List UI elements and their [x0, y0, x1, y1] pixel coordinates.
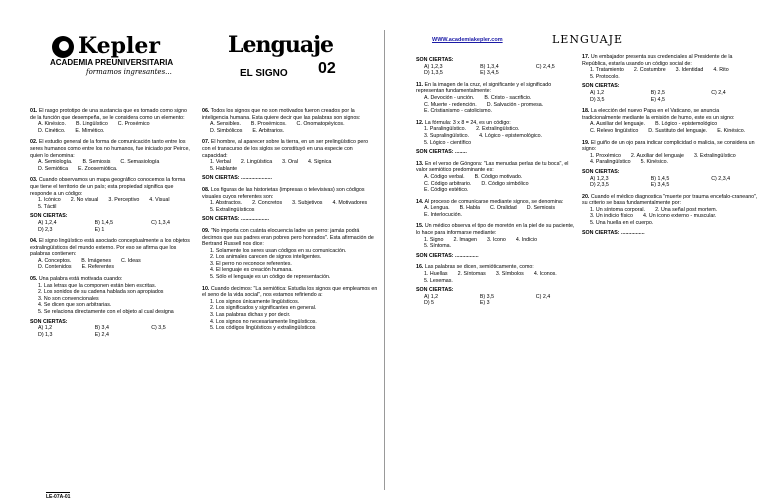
- list-number: 3.: [210, 260, 216, 267]
- question-statement: Los figuras de las historietas (impresas o televisivas) son códigos visuales cuyos referentes son:: [202, 186, 365, 200]
- option-item: 1. Signo: [424, 236, 444, 243]
- list-text: El lenguaje es creación humana.: [215, 267, 293, 274]
- question-item: [202, 108, 378, 134]
- question-item: [30, 238, 194, 271]
- question-statement: La elección del nuevo Papa en el Vaticano, se anuncia tradicionalmente mediante la emisión de humo, este es un signo:: [582, 108, 735, 121]
- list-text: Sólo el lenguaje es un código de representación.: [215, 274, 331, 281]
- list-number: 1.: [210, 247, 216, 254]
- question-number: 16.: [416, 264, 424, 271]
- option-item: 3. Subjetivos: [292, 200, 323, 207]
- question-text: [416, 199, 578, 206]
- question-item: [416, 199, 578, 219]
- answer-option: B) 3,4: [94, 325, 109, 332]
- question-text: [30, 108, 194, 121]
- option-item: 1. Tratamiento: [590, 67, 624, 74]
- option-item: 3. Oral: [282, 159, 299, 166]
- answer-option: E) 2,4: [94, 331, 109, 338]
- question-number: 03.: [30, 177, 38, 184]
- option-item: E. Arbitrarios.: [252, 127, 285, 134]
- list-item: [210, 248, 378, 255]
- list-item: [210, 274, 378, 281]
- list-text: Los signos únicamente lingüísticos.: [215, 298, 300, 305]
- option-item: C. Semasiología: [120, 159, 160, 166]
- option-item: 5. Lexemas.: [424, 277, 453, 284]
- list-text: El perro no reconoce referentes.: [215, 260, 292, 267]
- answer-option: C) 2,3,4: [711, 175, 731, 182]
- question-item: [416, 82, 578, 115]
- option-item: 2. Lingüística: [240, 159, 273, 166]
- question-text: [202, 108, 378, 121]
- question-statement: En la imagen de la cruz, el significante y el significado representan fundamentalmente:: [416, 81, 552, 95]
- page-title: Lenguaje: [228, 32, 334, 58]
- answer-option: D) 1,3,5: [424, 70, 443, 77]
- option-item: D. Semiótica: [38, 165, 69, 172]
- question-text: [202, 187, 378, 200]
- right-page: [384, 0, 768, 503]
- question-number: 19.: [582, 139, 590, 146]
- option-item: 5. Hablante: [210, 165, 238, 172]
- list-text: Los códigos lingüísticos y extralingüísticos: [215, 325, 316, 332]
- question-item: [30, 276, 194, 338]
- question-text: [30, 276, 194, 283]
- answer-option: A) 1,2,4: [38, 219, 57, 226]
- answer-option: C) 2,4: [711, 89, 726, 96]
- option-item: 5. Táctil: [38, 203, 57, 210]
- question-text: [582, 108, 758, 121]
- list-item: [210, 261, 378, 268]
- options-list: [424, 205, 578, 218]
- option-item: 2. Una señal post mortem.: [655, 206, 718, 213]
- answer-options: [38, 325, 194, 338]
- option-item: E. Zoosemiótica.: [78, 165, 118, 172]
- answer-option: D) 2,3,5: [590, 182, 609, 189]
- question-number: 08.: [202, 186, 210, 193]
- option-item: 1. Verbal: [210, 159, 231, 166]
- topic-title: EL SIGNO: [240, 68, 288, 79]
- option-item: 4. Paralingüístico: [590, 159, 631, 166]
- option-item: 4. Indicio: [515, 236, 538, 243]
- list-item: [210, 267, 378, 274]
- option-item: 5. Protocolo.: [590, 73, 620, 80]
- list-item: [210, 254, 378, 261]
- answer-label: SON CIERTAS:: [416, 57, 454, 63]
- answer-option: E) 3,4,5: [650, 182, 670, 189]
- question-number: 15.: [416, 223, 424, 230]
- answer-label: SON CIERTAS:: [582, 168, 620, 175]
- question-text: [202, 139, 378, 159]
- question-text: [416, 120, 578, 127]
- list-text: Los signos no necesariamente lingüísticos.: [215, 318, 317, 325]
- answer-options: [424, 64, 578, 77]
- option-item: B. Lingüístico: [75, 121, 108, 128]
- option-item: 2. Extralingüístico.: [476, 126, 520, 133]
- question-statement: La fórmula: 3 x 8 = 24, es un código:: [423, 119, 511, 126]
- option-item: B. Habla: [459, 205, 480, 212]
- question-number: 18.: [582, 108, 590, 115]
- question-number: 17.: [582, 54, 590, 60]
- option-item: E. Kinésico.: [717, 127, 746, 134]
- slogan: formamos ingresantes...: [86, 68, 172, 76]
- question-text: [582, 54, 758, 67]
- option-item: D. Sustituto del lenguaje.: [648, 127, 708, 134]
- option-item: E. Referentes: [81, 264, 114, 271]
- footer-code: LE-07A-01: [46, 494, 71, 500]
- question-text: [30, 139, 194, 159]
- answer-label: SON CIERTAS:: [582, 83, 620, 90]
- list-number: 5.: [210, 325, 216, 332]
- answer-option: E) 1: [94, 226, 105, 233]
- option-item: 5. Kinésico.: [640, 159, 669, 166]
- option-item: C. Muerte - redención.: [424, 101, 477, 108]
- question-statement: En el verso de Góngora: "Las menudas perlas de tu boca", el valor semiótico predominante es:: [416, 160, 569, 174]
- question-statement: El hombre, al aparecer sobre la tierra, en un ser prelingüístico pero con el transcurso de los siglos se constituyó en una especie con capacidad:: [202, 139, 369, 159]
- option-item: 3. Identidad: [675, 67, 704, 74]
- option-item: 3. Extralingüístico: [693, 152, 736, 159]
- question-item: [202, 286, 378, 332]
- question-item: [416, 120, 578, 156]
- question-text: [202, 286, 378, 299]
- option-item: 2. Auxiliar del lenguaje: [630, 152, 684, 159]
- list-number: 1.: [38, 282, 44, 289]
- option-item: 2. Costumbre: [633, 67, 666, 74]
- option-item: B. Proxémicos.: [250, 121, 287, 128]
- option-item: 5. Una huella en el cuerpo.: [590, 220, 654, 227]
- options-list: [590, 207, 758, 227]
- list-text: Las letras que la componen están bien escritas.: [43, 282, 157, 289]
- question-item: [202, 228, 378, 281]
- option-item: C. Ideas: [121, 257, 141, 264]
- question-number: 14.: [416, 198, 424, 205]
- list-item: [38, 302, 194, 309]
- brand-name: Kepler: [78, 33, 160, 59]
- question-number: 05.: [30, 276, 38, 283]
- option-item: A. Código verbal.: [424, 173, 465, 180]
- option-item: 4. Visual: [149, 197, 170, 204]
- question-item: [30, 139, 194, 172]
- option-item: A. Conceptos.: [38, 257, 72, 264]
- option-item: A. Devoción - unción.: [424, 94, 475, 101]
- option-item: 5. Síntoma.: [424, 243, 452, 250]
- list-text: Los significados y significantes en general.: [215, 305, 317, 312]
- options-list: [590, 153, 758, 166]
- list-number: 2.: [38, 289, 44, 296]
- question-item: [202, 139, 378, 182]
- option-item: 4. Lógico - epistemológico.: [479, 132, 543, 139]
- question-item: [202, 187, 378, 223]
- option-item: 1. Paralingüístico.: [424, 126, 467, 133]
- question-text: [582, 140, 758, 153]
- question-statement: Al proceso de comunicarse mediante signos, se denomina:: [423, 198, 564, 205]
- option-item: 4. Un icono externo - muscular.: [642, 213, 717, 220]
- question-number: 20.: [582, 193, 590, 200]
- question-statement: El rasgo prototipo de una sustancia que es tomado como signo de la función que desempeña, se le considera como un elemento:: [30, 108, 187, 121]
- option-item: E. Mimético.: [75, 127, 105, 134]
- option-item: 4. Motivadores: [332, 200, 368, 207]
- answer-option: D) 1,3: [38, 331, 53, 338]
- list-item: [38, 309, 194, 316]
- question-item: [416, 264, 578, 307]
- option-item: 4. Rito: [713, 67, 729, 74]
- list-item: [210, 319, 378, 326]
- answer-label: SON CIERTAS:: [30, 213, 68, 220]
- options-list: [590, 67, 758, 80]
- option-item: C. Relevo lingüístico: [590, 127, 639, 134]
- option-item: D. Salvación - promesa.: [486, 101, 544, 108]
- question-number: 06.: [202, 108, 210, 114]
- list-text: No son convencionales: [43, 295, 99, 302]
- option-item: 5. Extralingüísticos: [210, 206, 255, 213]
- column-2: [202, 108, 378, 337]
- option-item: B. Código motivado.: [474, 173, 523, 180]
- question-text: [582, 194, 758, 207]
- answer-option: A) 1,2,3: [424, 63, 443, 70]
- question-number: 01.: [30, 108, 38, 114]
- answer-option: A) 1,2: [38, 325, 53, 332]
- column-3: [416, 54, 578, 312]
- list-text: Los animales carecen de signos inteligentes.: [215, 254, 322, 261]
- question-item: [582, 194, 758, 237]
- option-item: 2. No visual: [70, 197, 99, 204]
- answer-options: [590, 90, 758, 103]
- answer-option: B) 1,3,4: [480, 63, 499, 70]
- options-list: [210, 200, 378, 213]
- question-item: [582, 108, 758, 134]
- question-text: [416, 264, 578, 271]
- option-item: 1. Un síntoma corporal.: [590, 206, 646, 213]
- options-list: [424, 271, 578, 284]
- list-item: [38, 283, 194, 290]
- option-item: B. Imágenes: [81, 257, 112, 264]
- answer-option: C) 2,4,5: [535, 63, 555, 70]
- option-item: 2. Concretos: [252, 200, 283, 207]
- question-item: [30, 108, 194, 134]
- question-text: [416, 82, 578, 95]
- option-item: E. Código estético.: [424, 187, 469, 194]
- list-number: 3.: [210, 312, 216, 319]
- question-number: 13.: [416, 160, 424, 167]
- unit-number: 02: [318, 60, 336, 77]
- options-list: [38, 197, 194, 210]
- question-statement: El guiño de un ojo para indicar complicidad o malicia, se considera un signo:: [582, 139, 755, 153]
- question-number: 11.: [416, 81, 424, 88]
- list-number: 4.: [38, 302, 44, 309]
- list-number: 4.: [210, 267, 216, 274]
- option-item: C. Oralidad: [489, 205, 517, 212]
- question-text: [416, 161, 578, 174]
- question-statement: Todos los signos que no son motivados fueron creados por la inteligencia humana. Esta quiere decir que las palabras son signos:: [202, 108, 361, 121]
- list-item: [210, 299, 378, 306]
- question-statement: Cuando el médico diagnostica "muerte por trauma encefalo-craneano", su criterio se basa fundamentalmente por:: [582, 193, 758, 207]
- question-item: [416, 161, 578, 194]
- answer-option: E) 3,4,5: [480, 70, 499, 77]
- question-item: [582, 140, 758, 189]
- question-statement: Cuando decimos: "La semiótica: Estudia los signos que empleamos en el seno de la vida social", nos estamos refiriendo a:: [202, 285, 378, 299]
- question-item: [30, 177, 194, 233]
- academy-name: ACADEMIA PREUNIVERSITARIA: [50, 58, 174, 67]
- answer-option: A) 1,2: [590, 89, 605, 96]
- option-item: 1. Huellas: [424, 271, 448, 278]
- option-item: C. Código arbitrario.: [424, 180, 472, 187]
- list-number: 5.: [210, 274, 216, 281]
- option-item: A. Auxiliar del lenguaje.: [590, 121, 646, 128]
- answer-option: D) 5: [424, 300, 435, 307]
- options-list: [210, 159, 378, 172]
- question-number: 02.: [30, 139, 38, 146]
- answer-option: A) 1,2: [424, 293, 439, 300]
- option-item: 3. Símbolos: [495, 271, 524, 278]
- answer-option: C) 3,5: [151, 325, 166, 332]
- answer-label: SON CIERTAS:: [416, 287, 454, 294]
- question-item: [416, 57, 578, 77]
- question-item: [582, 54, 758, 103]
- option-item: B. Cristo - sacrificio.: [484, 94, 532, 101]
- option-item: D. Semiosis: [526, 205, 556, 212]
- list-text: Solamente los seres usan códigos en su comunicación.: [215, 247, 347, 254]
- option-item: A. Kinésico.: [38, 121, 66, 128]
- list-text: Se relaciona directamente con el objeto al cual designa: [43, 309, 174, 316]
- question-item: [416, 223, 578, 259]
- option-item: A. Sensibles.: [210, 121, 241, 128]
- kepler-logo-icon: [52, 36, 74, 58]
- options-list: [38, 159, 194, 172]
- answer-label: SON CIERTAS: ........: [416, 149, 467, 156]
- question-statement: Las palabras se dicen, semióticamente, como:: [423, 264, 534, 271]
- options-list: [424, 126, 578, 146]
- question-number: 09.: [202, 227, 210, 234]
- option-item: B. Lógico - epistemológico: [655, 121, 718, 128]
- list-item: [38, 296, 194, 303]
- option-item: 2. Imagen: [453, 236, 477, 243]
- option-item: B. Semiosis: [82, 159, 111, 166]
- option-item: 4. Iconos.: [533, 271, 557, 278]
- list-text: Los sonidos de su cadena hablada son apropiados: [43, 289, 164, 296]
- list-number: 3.: [38, 295, 44, 302]
- question-statement: Un embajador presenta sus credenciales al Presidente de la República, estaría usando un código social de:: [582, 54, 733, 67]
- answer-options: [590, 176, 758, 189]
- option-item: E. Cristianismo - catolicismo.: [424, 108, 492, 115]
- list-number: 4.: [210, 318, 216, 325]
- question-text: [416, 223, 578, 236]
- list-number: 1.: [210, 298, 216, 305]
- question-text: [202, 228, 378, 248]
- list-item: [210, 325, 378, 332]
- list-number: 2.: [210, 254, 216, 261]
- options-list: [38, 121, 194, 134]
- option-item: D. Código simbólico: [481, 180, 529, 187]
- option-item: E. Interlocución.: [424, 211, 462, 218]
- option-item: D. Simbólicos: [210, 127, 243, 134]
- answer-option: A) 1,2,3: [590, 175, 609, 182]
- answer-label: SON CIERTAS: ...................: [202, 216, 270, 223]
- answer-label: SON CIERTAS:: [30, 318, 68, 325]
- question-statement: El signo lingüístico está asociado conceptualmente a los objetos extralingüísticos del mundo externo. Por eso se afirma que los palabras contienen:: [30, 238, 190, 258]
- answer-label: SON CIERTAS: .....................: [202, 175, 272, 182]
- answer-label: SON CIERTAS: ................: [582, 229, 645, 236]
- option-item: 3. Supralingüístico.: [424, 132, 470, 139]
- answer-options: [38, 220, 194, 233]
- option-item: C. Onomatopéyicos.: [296, 121, 345, 128]
- option-item: A. Lengua.: [424, 205, 450, 212]
- answer-option: D) 2,3: [38, 226, 53, 233]
- question-number: 04.: [30, 238, 38, 245]
- option-item: 3. Un indicio físico: [590, 213, 633, 220]
- answer-option: E) 4,5: [650, 96, 665, 103]
- list-number: 5.: [38, 309, 44, 316]
- right-page-title: LENGUAJE: [552, 33, 624, 46]
- question-number: 07.: [202, 139, 210, 146]
- list-text: Se dicen que son arbitrarias.: [43, 302, 112, 309]
- answer-option: B) 1,4,5: [650, 175, 670, 182]
- answer-option: C) 1,3,4: [151, 219, 170, 226]
- option-item: 1. Abstractos.: [210, 200, 243, 207]
- question-statement: Una palabra está motivada cuando:: [37, 276, 123, 283]
- options-list: [590, 121, 758, 134]
- answer-option: C) 2,4: [535, 293, 551, 300]
- answer-option: B) 2,5: [650, 89, 665, 96]
- answer-option: B) 3,5: [479, 293, 495, 300]
- options-list: [424, 95, 578, 115]
- option-item: 1. Icónico: [38, 197, 61, 204]
- website-link[interactable]: WWW.academiakepler.com: [432, 37, 503, 43]
- column-4: [582, 54, 758, 241]
- answer-label: SON CIERTAS: ................: [416, 252, 479, 259]
- answer-option: D) 3,5: [590, 96, 605, 103]
- list-text: Las palabras dichas y por decir.: [215, 312, 291, 319]
- options-list: [210, 121, 378, 134]
- column-1: [30, 108, 194, 343]
- option-item: 4. Signica: [308, 159, 332, 166]
- list-number: 2.: [210, 305, 216, 312]
- question-statement: Un médico observa el tipo de moretón en la piel de su paciente, lo hace para informarse mediante:: [416, 223, 575, 237]
- answer-option: E) 3: [479, 300, 490, 307]
- list-item: [210, 305, 378, 312]
- question-number: 12.: [416, 119, 424, 126]
- answer-option: B) 1,4,5: [94, 219, 114, 226]
- option-item: C. Proxémico: [117, 121, 150, 128]
- options-list: [38, 258, 194, 271]
- answer-options: [424, 294, 578, 307]
- option-item: 5. Lógico - científico: [424, 139, 472, 146]
- question-text: [30, 238, 194, 258]
- question-statement: "No importa con cuánta elocuencia ladre un perro: jamás podrá decirnos que sus padres eran pobres pero honrados". Esta afirmación de Bertrand Russell nos dice:: [202, 227, 374, 248]
- options-list: [424, 174, 578, 194]
- question-text: [30, 177, 194, 197]
- list-item: [38, 289, 194, 296]
- option-item: D. Cinético.: [38, 127, 66, 134]
- option-item: 2. Síntomas: [457, 271, 486, 278]
- options-list: [424, 237, 578, 250]
- question-statement: Cuando observamos un mapa geográfico conocemos la forma que tiene el territorio de un país; esta propiedad significa que responde a un código:: [30, 177, 186, 197]
- option-item: 1. Proxémico: [590, 152, 621, 159]
- option-item: 3. Icono: [487, 236, 506, 243]
- question-number: 10.: [202, 285, 210, 292]
- option-item: 3. Perceptivo: [108, 197, 140, 204]
- question-statement: El estudio general de la forma de comunicación tanto entre los seres humanos como entre los no humanos, fue iniciado por Peirce, quien lo denomina:: [30, 139, 190, 159]
- option-item: A. Semiología.: [38, 159, 73, 166]
- list-item: [210, 312, 378, 319]
- option-item: D. Contenidos: [38, 264, 72, 271]
